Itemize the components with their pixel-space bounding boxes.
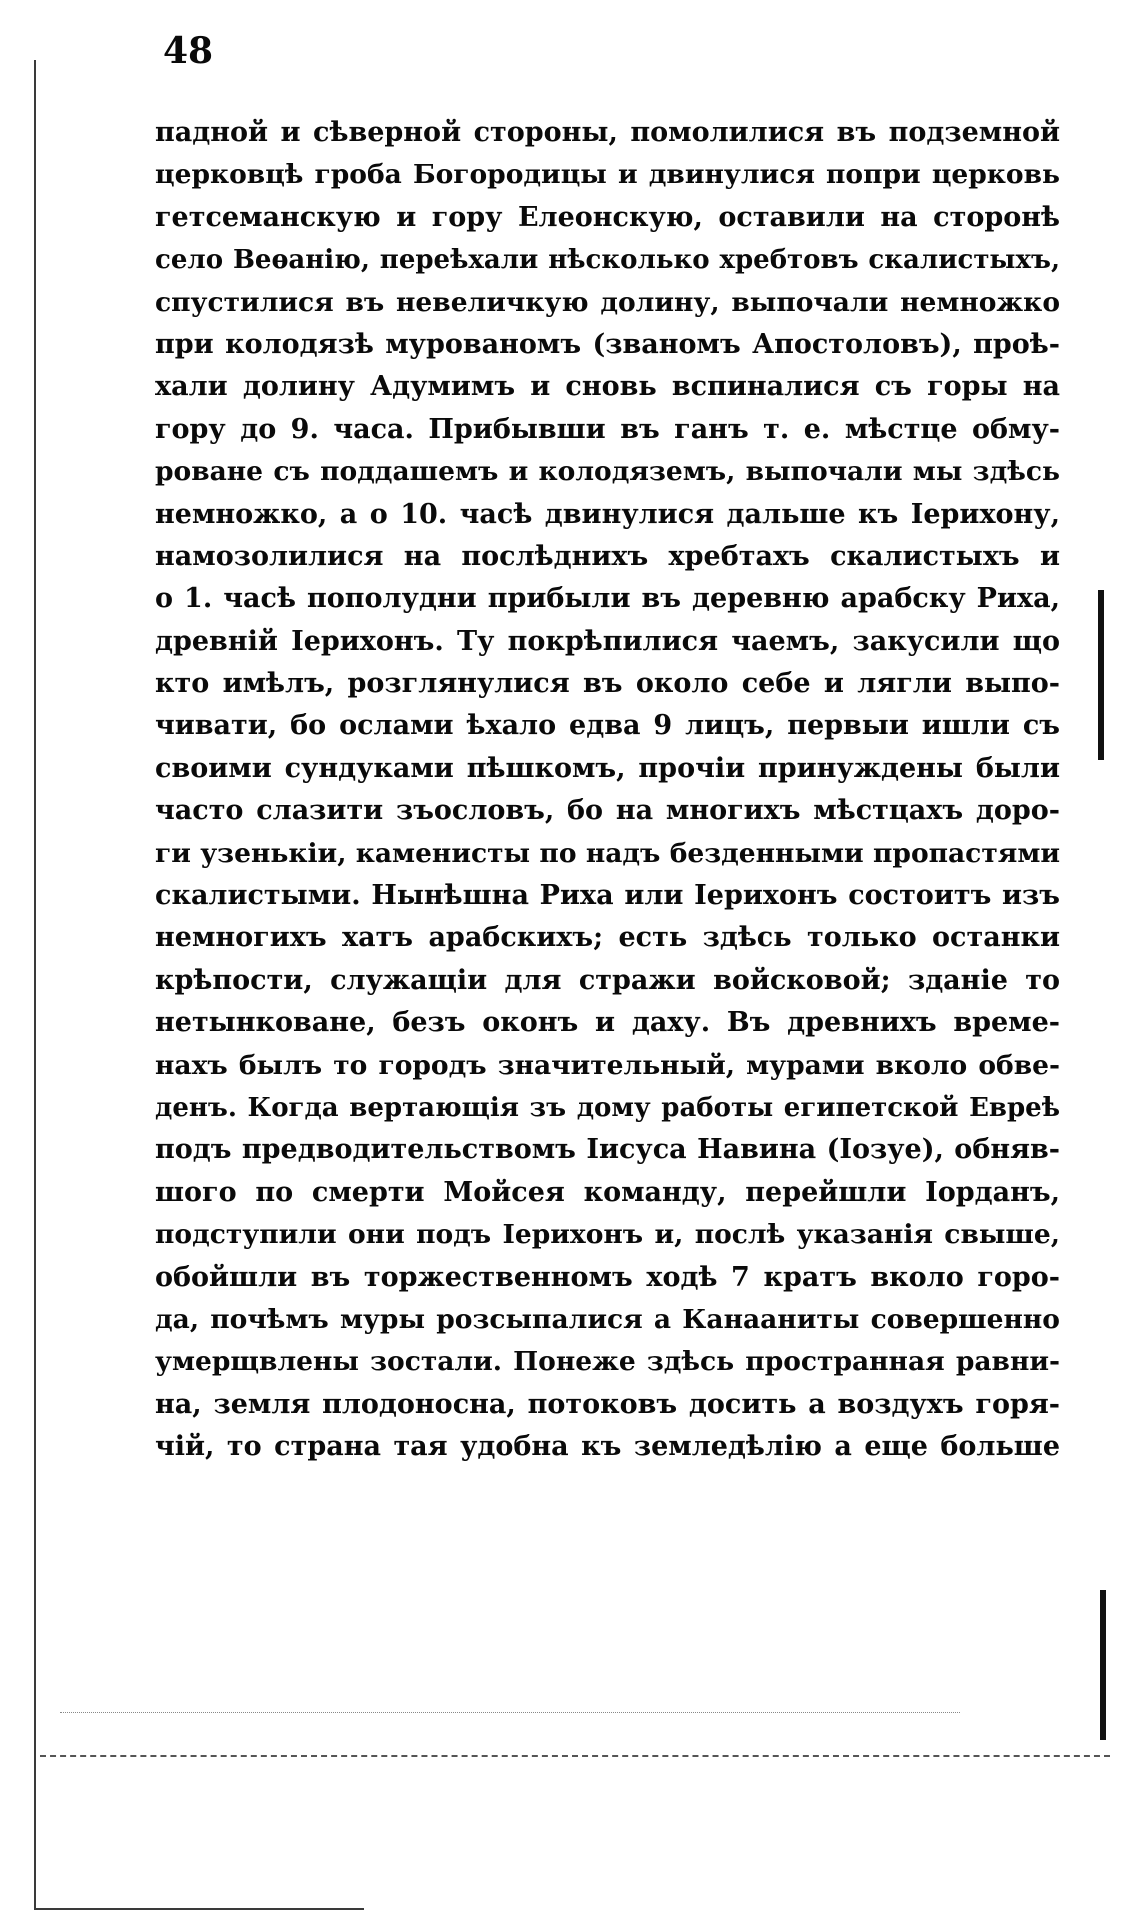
text-line: древній Іерихонъ. Ту покрѣпилися чаемъ, закусили що bbox=[155, 625, 1060, 657]
text-line: хали долину Адумимъ и сновь вспиналися съ горы на bbox=[155, 371, 1060, 403]
text-line: чивати, бо ослами ѣхало едва 9 лицъ, первыи ишли съ bbox=[155, 710, 1060, 742]
text-line: нахъ былъ то городъ значительный, мурами вколо обве- bbox=[155, 1049, 1060, 1081]
text-line: часто слазити зъословъ, бо на многихъ мѣстцахъ доро- bbox=[155, 795, 1060, 827]
text-line: да, почѣмъ муры розсыпалися а Канааниты совершенно bbox=[155, 1303, 1060, 1335]
scan-artifact-right bbox=[1098, 590, 1104, 760]
text-line: ги узенькіи, каменисты по надъ безденными пропастями bbox=[155, 837, 1060, 869]
text-line: гетсеманскую и гору Елеонскую, оставили на сторонѣ bbox=[155, 201, 1060, 233]
text-line: немногихъ хатъ арабскихъ; есть здѣсь только останки bbox=[155, 922, 1060, 954]
text-line: скалистыми. Нынѣшна Риха или Іерихонъ состоитъ изъ bbox=[155, 880, 1060, 912]
text-line: денъ. Когда вертающія зъ дому работы египетской Евреѣ bbox=[155, 1092, 1060, 1123]
text-line: умерщвлены зостали. Понеже здѣсь пространная равни- bbox=[155, 1346, 1060, 1378]
text-line: подступили они подъ Іерихонъ и, послѣ указанія свыше, bbox=[155, 1219, 1060, 1251]
scan-artifact-dashes bbox=[40, 1755, 1110, 1759]
page-number: 48 bbox=[163, 30, 214, 72]
text-line: спустилися въ невеличкую долину, выпочали немножко bbox=[155, 286, 1060, 318]
text-line: своими сундуками пѣшкомъ, прочіи принуждены были bbox=[155, 752, 1060, 784]
text-line: шого по смерти Мойсея команду, перейшли Іорданъ, bbox=[155, 1176, 1060, 1208]
text-line: чій, то страна тая удобна къ земледѣлію а еще больше bbox=[155, 1431, 1060, 1463]
scan-artifact-right-lower bbox=[1100, 1590, 1106, 1740]
text-line: гору до 9. часа. Прибывши въ ганъ т. е. мѣстце обму- bbox=[155, 413, 1060, 445]
text-line: на, земля плодоносна, потоковъ досить а воздухъ горя- bbox=[155, 1388, 1060, 1420]
text-line: подъ предводительствомъ Іисуса Навина (Іозуе), обняв- bbox=[155, 1134, 1060, 1166]
text-line: намозолилися на послѣднихъ хребтахъ скалистыхъ и bbox=[155, 540, 1060, 572]
text-line: обойшли въ торжественномъ ходѣ 7 кратъ вколо горо- bbox=[155, 1261, 1060, 1293]
text-line: о 1. часѣ пополудни прибыли въ деревню арабску Риха, bbox=[155, 583, 1060, 615]
text-line: падной и сѣверной стороны, помолилися въ подземной bbox=[155, 117, 1060, 148]
text-line: роване съ поддашемъ и колодяземъ, выпочали мы здѣсь bbox=[155, 456, 1060, 488]
text-line: крѣпости, служащіи для стражи войсковой; зданіе то bbox=[155, 964, 1060, 996]
text-line: село Веѳанію, переѣхали нѣсколько хребтовъ скалистыхъ, bbox=[155, 245, 1060, 276]
text-line: кто имѣлъ, розглянулися въ около себе и лягли выпо- bbox=[155, 668, 1060, 700]
text-line: при колодязѣ мурованомъ (званомъ Апостоловъ), проѣ- bbox=[155, 328, 1060, 360]
scan-edge-left bbox=[34, 60, 36, 1910]
text-line: немножко, а о 10. часѣ двинулися дальше къ Іерихону, bbox=[155, 498, 1060, 530]
text-line: нетынковане, безъ оконъ и даху. Въ древнихъ време- bbox=[155, 1007, 1060, 1039]
scan-edge-bottom bbox=[34, 1908, 364, 1910]
text-line: церковцѣ гроба Богородицы и двинулися попри церковь bbox=[155, 159, 1060, 191]
body-text bbox=[155, 112, 1060, 1469]
scan-artifact-dots bbox=[60, 1712, 960, 1714]
